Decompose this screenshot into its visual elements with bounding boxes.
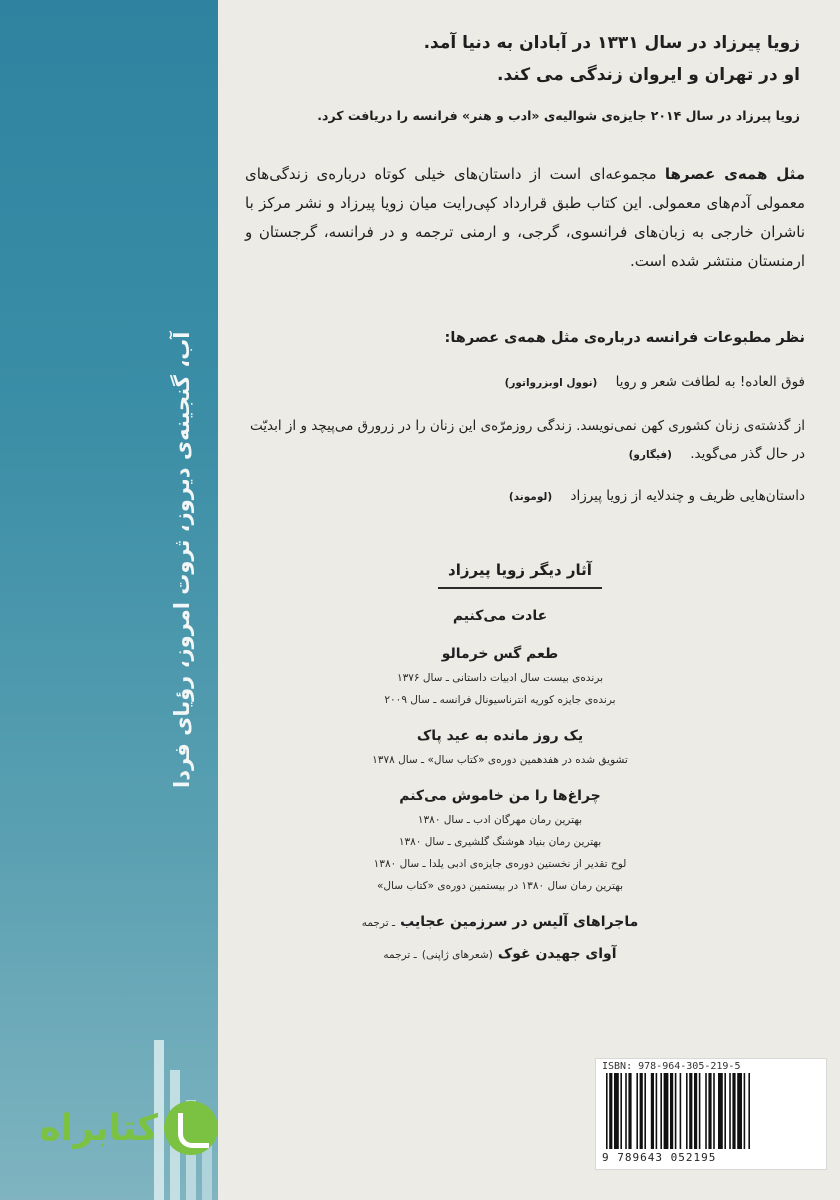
book-award: بهترین رمان بنیاد هوشنگ گلشیری ـ سال ۱۳۸۰ <box>398 836 602 848</box>
translation-note: ـ ترجمه <box>383 949 417 961</box>
review-text: فوق العاده! به لطافت شعر و رویا <box>615 374 805 390</box>
book-award: برنده‌ی جایزه کوریه انترناسیونال فرانسه ـ سال ۲۰۰۹ <box>384 694 616 706</box>
book-description <box>245 160 805 276</box>
list-item <box>300 641 700 711</box>
other-works-heading: آثار دیگر زویا پیرزاد <box>438 561 602 589</box>
list-item <box>300 909 700 935</box>
book-name: مثل همه‌ی عصرها <box>664 165 805 183</box>
intro-line-award: زویا پیرزاد در سال ۲۰۱۴ جایزه‌ی شوالیه‌ی «ادب و هنر» فرانسه را دریافت کرد. <box>317 108 800 123</box>
intro-line-birth: زویا پیرزاد در سال ۱۳۳۱ در آبادان به دنیا آمد. <box>423 33 800 53</box>
reviews-heading: نظر مطبوعات فرانسه درباره‌ی مثل همه‌ی عصرها: <box>444 330 805 346</box>
other-works-list <box>300 603 700 967</box>
list-item <box>300 783 700 897</box>
intro-line-residence: او در تهران و ایروان زندگی می کند. <box>496 65 800 85</box>
barcode-icon <box>604 1073 818 1149</box>
list-item <box>300 941 700 967</box>
logo-mark-icon <box>164 1101 218 1155</box>
translation-note: ـ ترجمه <box>361 917 396 929</box>
book-award: تشویق شده در هفدهمین دوره‌ی «کتاب سال» ـ سال ۱۳۷۸ <box>372 754 628 766</box>
review-source: (نوول اوبزرواتور) <box>504 377 598 389</box>
description-text: مجموعه‌ای است از داستان‌های خیلی کوتاه درباره‌ی زندگی‌های معمولی آدم‌های معمولی. این کتاب طبق قرارداد کپی‌رایت میان زویا پیرزاد و نشر مرکز با ناشران خارجی به زبان‌های فرانسوی، گرجی، و ارمنی ترجمه و در فرانسه، گرجستان و ارمنستان منتشر شده است. <box>245 165 805 270</box>
book-title: عادت می‌کنیم <box>452 608 548 624</box>
book-award: برنده‌ی بیست سال ادبیات داستانی ـ سال ۱۳۷۶ <box>396 672 604 684</box>
list-item <box>300 723 700 771</box>
translation-title: ماجراهای آلیس در سرزمین عجایب <box>400 914 639 930</box>
isbn-label: ISBN: 978-964-305-219-5 <box>602 1061 741 1072</box>
list-item <box>300 603 700 629</box>
publisher-logo <box>38 1092 218 1164</box>
book-title: چراغ‌ها را من خاموش می‌کنم <box>399 788 601 804</box>
book-title: یک روز مانده به عید پاک <box>416 728 584 744</box>
review-text: از گذشته‌ی زنان کشوری کهن نمی‌نویسد. زندگی روزمرّه‌ی این زنان را در زرورق می‌پیچد و از ابدیّت در حال گذر می‌گوید. <box>250 418 805 462</box>
review-source: (لوموند) <box>508 491 553 503</box>
book-award: بهترین رمان سال ۱۳۸۰ در بیستمین دوره‌ی «کتاب سال» <box>376 880 623 892</box>
author-intro <box>250 28 800 136</box>
isbn-barcode-box <box>595 1058 827 1170</box>
logo-text: کتابراه <box>39 1107 158 1149</box>
review-text: داستان‌هایی ظریف و چندلایه از زویا پیرزاد <box>570 488 805 504</box>
book-award: لوح تقدیر از نخستین دوره‌ی جایزه‌ی ادبی یلدا ـ سال ۱۳۸۰ <box>373 858 627 870</box>
spine-slogan: آب، گنجینه‌ی دیروز، ثروت امروز، رؤیای فردا <box>170 331 194 789</box>
book-title: طعم گس خرمالو <box>441 646 559 662</box>
translation-title: آوای جهیدن غوک <box>497 946 617 962</box>
book-award: بهترین رمان مهرگان ادب ـ سال ۱۳۸۰ <box>417 814 583 826</box>
review-source: (فیگارو) <box>628 449 672 461</box>
other-works-heading-wrap <box>420 560 620 589</box>
review-item <box>240 412 805 469</box>
review-item <box>240 368 805 397</box>
review-item <box>240 482 805 511</box>
translation-subtitle: (شعرهای ژاپنی) <box>421 949 493 961</box>
isbn-digits: 9 789643 052195 <box>602 1151 717 1164</box>
